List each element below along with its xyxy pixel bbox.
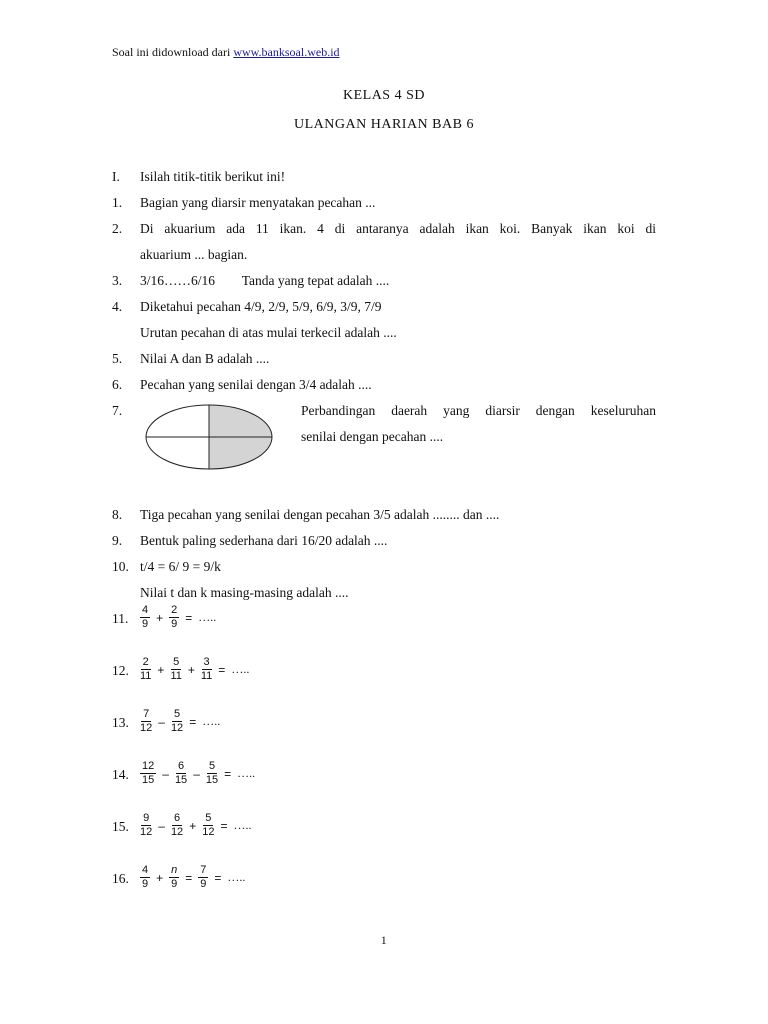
fraction-expression: [140, 864, 245, 891]
denominator: 12: [170, 722, 184, 734]
fraction: [201, 656, 212, 683]
document-title: KELAS 4 SD: [342, 88, 425, 103]
operator: –: [158, 714, 165, 729]
denominator: 15: [142, 774, 155, 786]
shaded-ellipse-figure: [145, 404, 275, 470]
question-text: 3/16……6/16 Tanda yang tepat adalah ....: [140, 273, 390, 288]
denominator: 9: [142, 618, 149, 630]
fraction: [171, 812, 183, 839]
numerator: 6: [178, 760, 185, 772]
fraction: [140, 812, 152, 839]
denominator: 9: [142, 878, 149, 890]
denominator: 11: [140, 670, 152, 682]
question-text: Pecahan yang senilai dengan 3/4 adalah ....: [140, 377, 372, 392]
answer-blank: …..: [227, 870, 246, 884]
answer-blank: …..: [198, 610, 217, 624]
numerator: 7: [143, 708, 150, 720]
question-number: 4.: [112, 299, 123, 314]
question-number: 10.: [112, 559, 129, 574]
numerator: 3: [203, 656, 210, 668]
numerator: n: [171, 864, 178, 876]
question-number: 6.: [112, 377, 123, 392]
question-number: 15.: [112, 819, 129, 834]
operator: =: [220, 818, 228, 833]
numerator: 9: [143, 812, 150, 824]
fraction: [206, 760, 218, 787]
numerator: 7: [200, 864, 207, 876]
question-number: 14.: [112, 767, 129, 782]
fraction: [175, 760, 187, 787]
operator: –: [162, 766, 169, 781]
question-text: t/4 = 6/ 9 = 9/k: [140, 559, 221, 574]
question-text: akuarium ... bagian.: [140, 247, 248, 262]
question-text: Bagian yang diarsir menyatakan pecahan ...: [140, 195, 376, 210]
fraction: [170, 656, 181, 683]
numerator: 4: [142, 864, 149, 876]
numerator: 5: [173, 656, 180, 668]
numerator: 5: [208, 760, 216, 772]
question-text: Nilai A dan B adalah ....: [140, 351, 270, 366]
operator: –: [158, 818, 165, 833]
denominator: 15: [205, 774, 219, 786]
fraction: [140, 656, 151, 683]
fraction-expression: [140, 760, 255, 787]
numerator: 6: [174, 812, 181, 824]
page-number: 1: [380, 933, 388, 947]
fraction-expression: [140, 812, 251, 839]
operator: +: [156, 870, 164, 885]
question-number: 11.: [112, 611, 129, 626]
question-text: Nilai t dan k masing-masing adalah ....: [140, 585, 349, 600]
fraction: [198, 864, 208, 891]
section-number: I.: [112, 169, 120, 184]
operator: +: [187, 662, 195, 677]
question-text: Bentuk paling sederhana dari 16/20 adalah ....: [140, 533, 388, 548]
question-text: Tiga pecahan yang senilai dengan pecahan 3/5 adalah ........ dan ....: [140, 507, 500, 522]
question-number: 9.: [112, 533, 123, 548]
answer-blank: …..: [237, 766, 256, 780]
denominator: 12: [140, 722, 153, 734]
operator: =: [185, 870, 193, 885]
fraction-expression: [140, 604, 216, 631]
fraction: [169, 604, 179, 631]
question-number: 7.: [112, 403, 123, 418]
operator: =: [224, 766, 232, 781]
operator: =: [214, 870, 222, 885]
download-note: Soal ini didownload dari www.banksoal.web.id: [112, 45, 340, 59]
fraction-expression: [140, 708, 220, 735]
source-link[interactable]: www.banksoal.web.id: [233, 45, 340, 59]
fraction-expression: [140, 656, 249, 683]
fraction: [169, 864, 179, 891]
numerator: 12: [142, 760, 155, 772]
denominator: 12: [202, 826, 215, 838]
numerator: 5: [174, 708, 181, 720]
fraction: [140, 864, 150, 891]
fraction: [140, 604, 150, 631]
fraction: [171, 708, 183, 735]
answer-blank: …..: [202, 714, 221, 728]
section-instruction: Isilah titik-titik berikut ini!: [140, 169, 286, 184]
operator: =: [185, 610, 193, 625]
operator: +: [189, 818, 197, 833]
fraction: [140, 760, 156, 787]
denominator: 11: [200, 670, 213, 682]
question-text: Urutan pecahan di atas mulai terkecil adalah ....: [140, 325, 397, 340]
answer-blank: …..: [231, 662, 250, 676]
question-number: 8.: [112, 507, 123, 522]
numerator: 5: [205, 812, 212, 824]
question-number: 1.: [112, 195, 123, 210]
question-number: 3.: [112, 273, 123, 288]
operator: =: [218, 662, 226, 677]
denominator: 12: [170, 826, 184, 838]
numerator: 2: [171, 604, 178, 616]
fraction: [202, 812, 214, 839]
question-text: Di akuarium ada 11 ikan. 4 di antaranya adalah ikan koi. Banyak ikan koi di: [140, 221, 656, 236]
document-subtitle: ULANGAN HARIAN BAB 6: [294, 117, 474, 132]
operator: +: [156, 610, 164, 625]
question-number: 5.: [112, 351, 123, 366]
denominator: 9: [171, 618, 178, 630]
operator: =: [189, 714, 197, 729]
denominator: 9: [200, 878, 207, 890]
question-text: Diketahui pecahan 4/9, 2/9, 5/9, 6/9, 3/9, 7/9: [140, 299, 382, 314]
operator: +: [157, 662, 165, 677]
question-number: 13.: [112, 715, 129, 730]
denominator: 15: [174, 774, 188, 786]
question-number: 16.: [112, 871, 129, 886]
question-number: 2.: [112, 221, 123, 236]
question-text: senilai dengan pecahan ....: [301, 429, 444, 444]
fraction: [140, 708, 152, 735]
denominator: 9: [171, 878, 178, 890]
numerator: 2: [142, 656, 149, 668]
denominator: 12: [140, 826, 153, 838]
operator: –: [193, 766, 200, 781]
question-number: 12.: [112, 663, 129, 678]
numerator: 4: [142, 604, 149, 616]
question-text: Perbandingan daerah yang diarsir dengan keseluruhan: [301, 403, 656, 418]
answer-blank: …..: [233, 818, 252, 832]
denominator: 11: [170, 670, 182, 682]
